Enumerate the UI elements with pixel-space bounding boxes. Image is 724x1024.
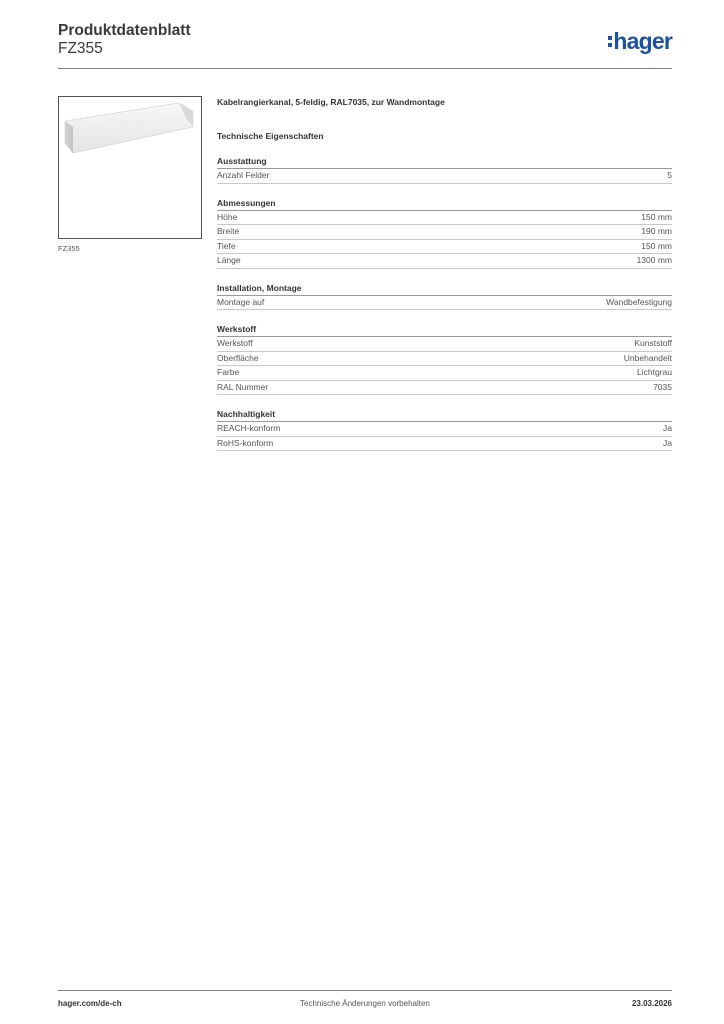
section-ausstattung: [217, 156, 672, 184]
property-label: RAL Nummer: [217, 381, 269, 392]
section-nachhaltigkeit: [217, 409, 672, 451]
section-title: Ausstattung: [217, 156, 672, 169]
logo-colon-icon: [608, 36, 612, 47]
property-row: [217, 352, 672, 367]
properties-heading: Technische Eigenschaften: [217, 131, 324, 141]
property-row: [217, 437, 672, 452]
property-value: 190 mm: [641, 226, 672, 236]
property-row: [217, 366, 672, 381]
footer-disclaimer: Technische Änderungen vorbehalten: [300, 999, 430, 1008]
property-row: [217, 337, 672, 352]
cable-duct-illustration: [59, 97, 201, 238]
property-row: [217, 225, 672, 240]
section-installation: [217, 283, 672, 311]
property-row: [217, 381, 672, 396]
property-label: Breite: [217, 226, 240, 236]
product-description: Kabelrangierkanal, 5-feldig, RAL7035, zur Wandmontage: [217, 97, 445, 107]
property-value: 5: [667, 170, 672, 180]
property-value: Lichtgrau: [637, 367, 672, 377]
property-value: Wandbefestigung: [606, 296, 672, 307]
document-title: Produktdatenblatt: [58, 22, 191, 39]
section-title: Werkstoff: [217, 324, 672, 337]
product-code: FZ355: [58, 40, 103, 57]
section-title: Installation, Montage: [217, 283, 672, 296]
property-label: Montage auf: [217, 296, 265, 307]
logo-text: hager: [613, 28, 672, 54]
property-label: Anzahl Felder: [217, 170, 270, 180]
property-value: 150 mm: [641, 211, 672, 222]
property-label: Farbe: [217, 367, 240, 377]
property-row: [217, 211, 672, 226]
property-value: Ja: [663, 437, 672, 448]
property-row: [217, 240, 672, 255]
footer-divider: [58, 990, 672, 991]
property-label: RoHS-konform: [217, 437, 274, 448]
header-divider: [58, 68, 672, 69]
footer-website-link[interactable]: hager.com/de-ch: [58, 999, 122, 1008]
property-label: Oberfläche: [217, 352, 259, 363]
property-row: [217, 169, 672, 184]
footer-date: 23.03.2026: [631, 999, 672, 1008]
product-image: [58, 96, 202, 239]
section-title: Nachhaltigkeit: [217, 409, 672, 422]
property-value: Unbehandelt: [623, 352, 672, 363]
product-details: [217, 96, 672, 451]
property-label: Länge: [217, 255, 241, 265]
property-row: [217, 254, 672, 269]
hager-logo: [608, 27, 672, 55]
property-value: Kunststoff: [634, 338, 672, 348]
image-caption: FZ355: [58, 244, 80, 253]
page-header: [58, 20, 672, 68]
property-label: Werkstoff: [217, 338, 253, 348]
section-title: Abmessungen: [217, 198, 672, 211]
property-row: [217, 296, 672, 311]
section-abmessungen: [217, 198, 672, 269]
property-label: Tiefe: [217, 240, 236, 251]
property-row: [217, 422, 672, 437]
property-value: 1300 mm: [636, 255, 672, 265]
section-werkstoff: [217, 324, 672, 395]
property-value: 7035: [653, 381, 672, 392]
property-value: 150 mm: [641, 240, 672, 251]
property-label: Höhe: [217, 211, 238, 222]
property-value: Ja: [663, 423, 672, 433]
property-label: REACH-konform: [217, 423, 281, 433]
